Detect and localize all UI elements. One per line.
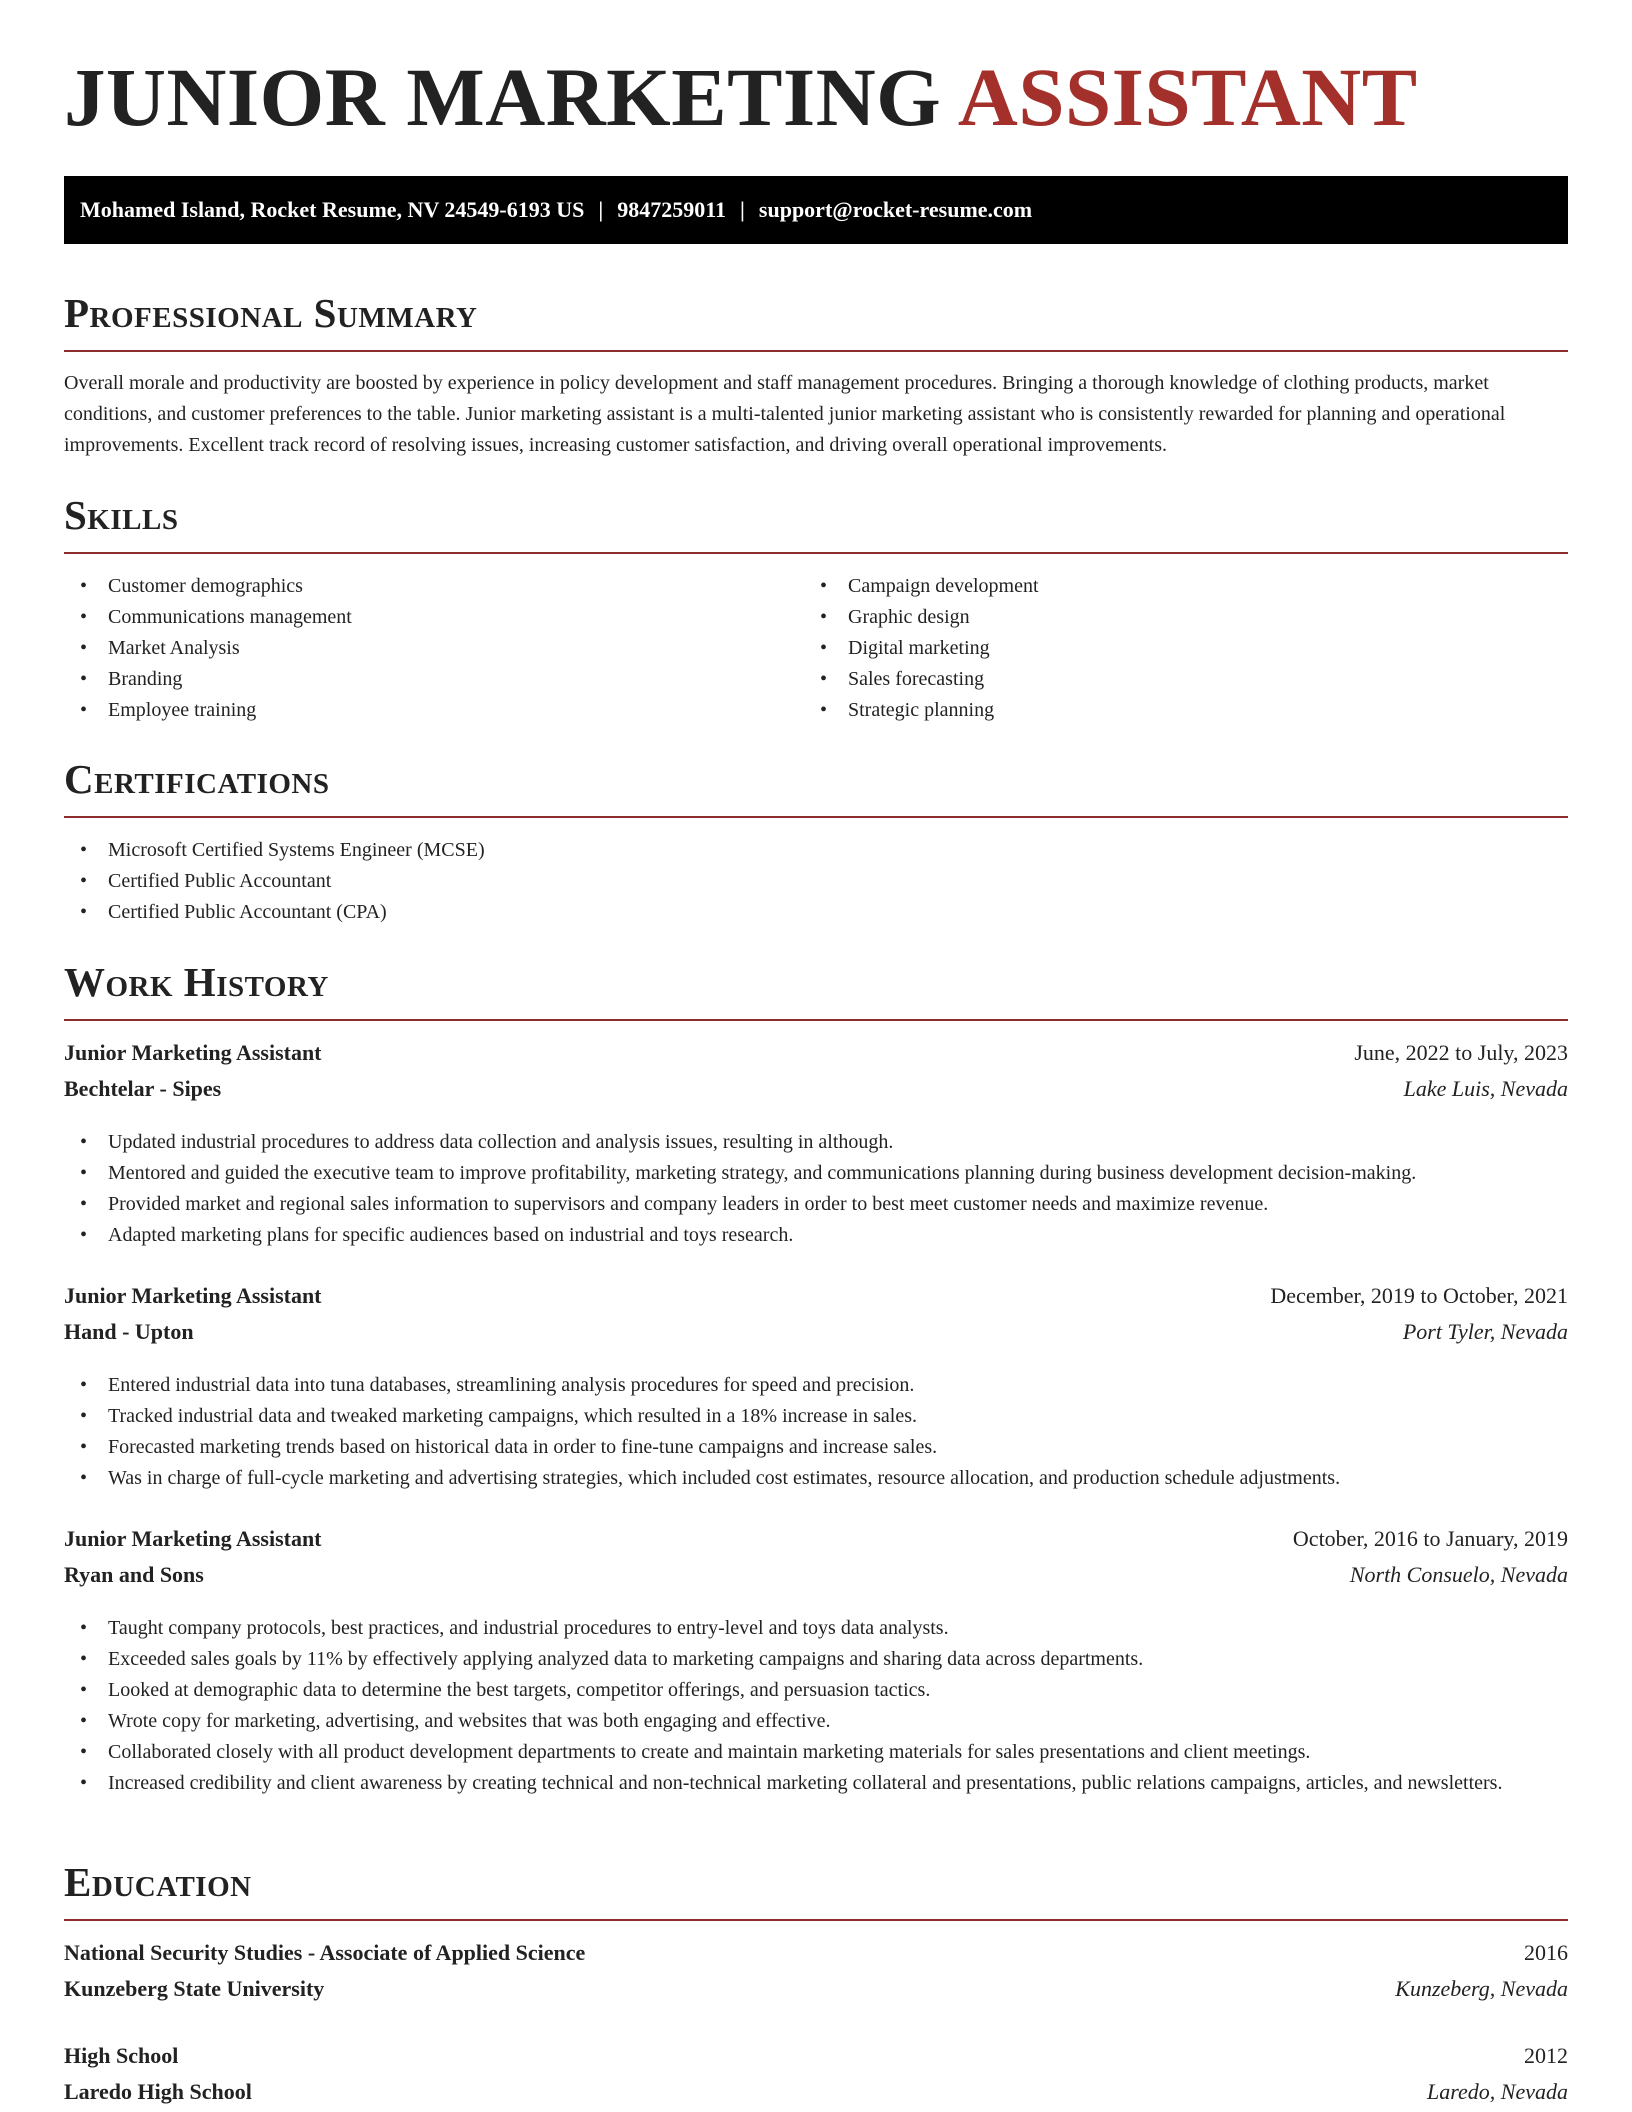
- certifications-list: [64, 835, 485, 928]
- work-history-heading: Work History: [64, 962, 1568, 1021]
- job-location: Lake Luis, Nevada: [1403, 1076, 1568, 1101]
- contact-address: Mohamed Island, Rocket Resume, NV 24549-6193 US: [80, 197, 585, 222]
- skill-item: • Digital marketing: [804, 633, 1039, 664]
- work-entry: [64, 1526, 1568, 1598]
- skill-item: • Employee training: [64, 695, 352, 726]
- company-name: Hand - Upton: [64, 1319, 194, 1344]
- job-duties-list: [64, 1127, 1416, 1251]
- contact-phone: 9847259011: [617, 197, 727, 222]
- skill-item: • Market Analysis: [64, 633, 352, 664]
- title-first: JUNIOR MARKETING: [64, 51, 942, 143]
- degree-name: High School: [64, 2043, 179, 2068]
- school-name: Laredo High School: [64, 2079, 252, 2104]
- skill-item: • Graphic design: [804, 602, 1039, 633]
- school-name: Kunzeberg State University: [64, 1976, 325, 2001]
- summary-text: Overall morale and productivity are boosted by experience in policy development and staff management procedures. Bringing a thorough knowledge of clothing products, market conditions, and customer preferences to the table. Junior marketing assistant is a multi-talented junior marketing assistant who is consistently rewarded for planning and operational improvements. Excellent track record of resolving issues, increasing customer satisfaction, and driving overall operational improvements.: [64, 372, 1506, 456]
- job-duty: • Exceeded sales goals by 11% by effectively applying analyzed data to marketing campaigns and sharing data across departments.: [64, 1644, 1568, 1675]
- work-entry: [64, 1040, 1568, 1112]
- job-title: Junior Marketing Assistant: [64, 1040, 322, 1065]
- job-location: North Consuelo, Nevada: [1349, 1562, 1568, 1587]
- skill-item: • Communications management: [64, 602, 352, 633]
- job-duties-list: [64, 1370, 1340, 1494]
- job-duty: • Was in charge of full-cycle marketing and advertising strategies, which included cost estimates, resource allocation, and production schedule adjustments.: [64, 1463, 1340, 1494]
- job-dates: June, 2022 to July, 2023: [1354, 1040, 1568, 1065]
- job-location: Port Tyler, Nevada: [1402, 1319, 1568, 1344]
- school-location: Laredo, Nevada: [1427, 2079, 1568, 2104]
- certification-item: • Certified Public Accountant (CPA): [64, 897, 485, 928]
- job-duty: • Adapted marketing plans for specific audiences based on industrial and toys research.: [64, 1220, 1416, 1251]
- certifications-heading: Certifications: [64, 759, 1568, 818]
- skills-heading: Skills: [64, 495, 1568, 554]
- education-entry: [64, 2043, 1568, 2112]
- job-title: Junior Marketing Assistant: [64, 1526, 322, 1551]
- title-last: ASSISTANT: [957, 51, 1418, 143]
- skill-item: • Sales forecasting: [804, 664, 1039, 695]
- skill-item: • Strategic planning: [804, 695, 1039, 726]
- job-dates: October, 2016 to January, 2019: [1292, 1526, 1568, 1551]
- job-duty: • Tracked industrial data and tweaked marketing campaigns, which resulted in a 18% increase in sales.: [64, 1401, 1340, 1432]
- certification-item: • Microsoft Certified Systems Engineer (MCSE): [64, 835, 485, 866]
- degree-name: National Security Studies - Associate of Applied Science: [64, 1940, 586, 1965]
- summary-heading: Professional Summary: [64, 293, 1568, 352]
- company-name: Ryan and Sons: [64, 1562, 204, 1587]
- job-duty: • Wrote copy for marketing, advertising, and websites that was both engaging and effective.: [64, 1706, 1568, 1737]
- contact-bar: [64, 176, 1568, 244]
- skills-list-right: [804, 571, 1039, 726]
- job-duty: • Collaborated closely with all product development departments to create and maintain marketing materials for sales presentations and client meetings.: [64, 1737, 1568, 1768]
- job-duty: • Updated industrial procedures to address data collection and analysis issues, resulting in although.: [64, 1127, 1416, 1158]
- certification-item: • Certified Public Accountant: [64, 866, 485, 897]
- job-duty: • Looked at demographic data to determine the best targets, competitor offerings, and persuasion tactics.: [64, 1675, 1568, 1706]
- company-name: Bechtelar - Sipes: [64, 1076, 222, 1101]
- graduation-year: 2016: [1524, 1940, 1568, 1965]
- school-location: Kunzeberg, Nevada: [1395, 1976, 1568, 2001]
- contact-email: support@rocket-resume.com: [758, 197, 1033, 222]
- skills-list-left: [64, 571, 352, 726]
- work-entry: [64, 1283, 1568, 1355]
- graduation-year: 2012: [1524, 2043, 1568, 2068]
- job-title: Junior Marketing Assistant: [64, 1283, 322, 1308]
- job-duty: • Forecasted marketing trends based on historical data in order to fine-tune campaigns and increase sales.: [64, 1432, 1340, 1463]
- skill-item: • Customer demographics: [64, 571, 352, 602]
- job-duty: • Entered industrial data into tuna databases, streamlining analysis procedures for speed and precision.: [64, 1370, 1340, 1401]
- education-entry: [64, 1940, 1568, 2012]
- job-dates: December, 2019 to October, 2021: [1270, 1283, 1568, 1308]
- job-duty: • Taught company protocols, best practices, and industrial procedures to entry-level and toys data analysts.: [64, 1613, 1568, 1644]
- job-duty: • Provided market and regional sales information to supervisors and company leaders in order to best meet customer needs and maximize revenue.: [64, 1189, 1416, 1220]
- job-duty: • Increased credibility and client awareness by creating technical and non-technical marketing collateral and presentations, public relations campaigns, articles, and newsletters.: [64, 1768, 1568, 1799]
- contact-separator: |: [598, 197, 604, 222]
- contact-separator: |: [740, 197, 745, 222]
- resume-title: [64, 51, 1418, 143]
- skill-item: • Campaign development: [804, 571, 1039, 602]
- job-duties-list: [64, 1613, 1568, 1799]
- skill-item: • Branding: [64, 664, 352, 695]
- job-duty: • Mentored and guided the executive team to improve profitability, marketing strategy, and communications planning during business development decision-making.: [64, 1158, 1416, 1189]
- education-heading: Education: [64, 1862, 1568, 1921]
